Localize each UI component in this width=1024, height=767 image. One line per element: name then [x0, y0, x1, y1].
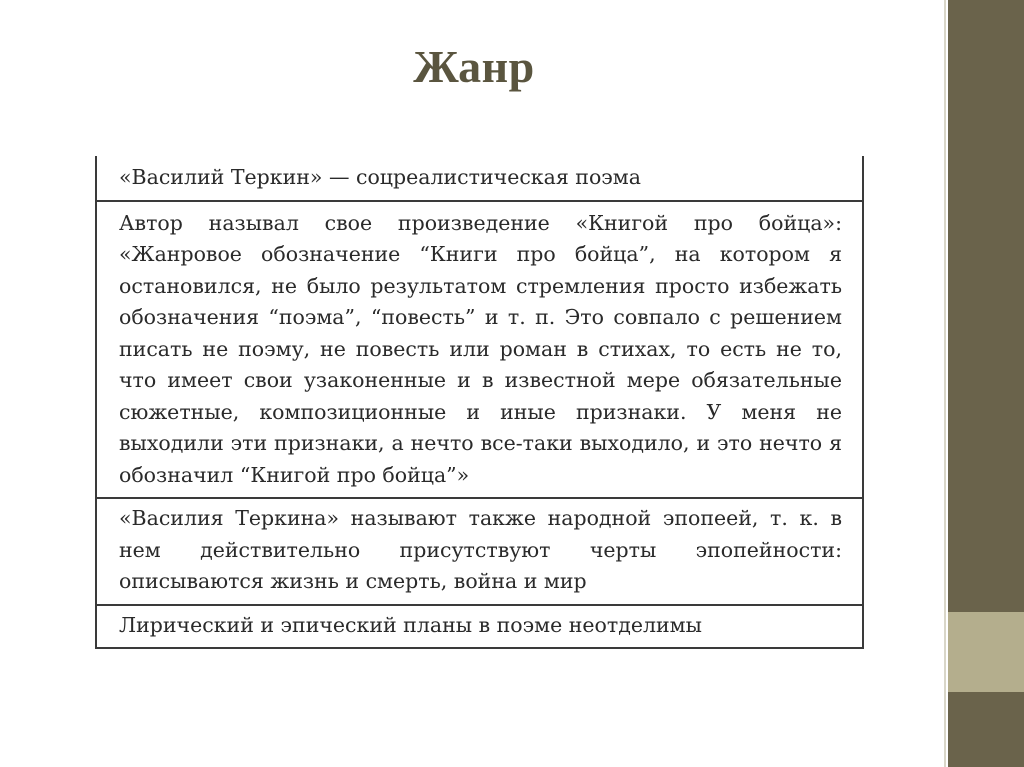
slide-title: Жанр	[413, 41, 535, 92]
table-row: Автор называл свое произведение «Книгой про бойца»: «Жанровое обозначение “Книги про бойца”, на котором я остановился, не было результатом стремления просто избежать обозначения “поэма”, “повесть” и т. п. Это совпало с решением писать не поэму, не повесть или роман в стихах, то есть не то, что имеет свои узаконенные и в известной мере обязательные сюжетные, композиционные и иные признаки. У меня не выходили эти признаки, а нечто все-таки выходило, и это нечто я обозначил “Книгой про бойца”»	[97, 202, 862, 500]
genre-table	[95, 156, 864, 649]
table-row: «Василий Теркин» — соцреалистическая поэма	[97, 156, 862, 202]
table-row: Лирический и эпический планы в поэме неотделимы	[119, 612, 702, 637]
sidebar-accent-block	[948, 612, 1024, 692]
sidebar-divider	[944, 0, 946, 767]
table-row: «Василия Теркина» называют также народной эпопеей, т. к. в нем действительно присутствуют черты эпопейности: описываются жизнь и смерть, война и мир	[97, 499, 862, 606]
